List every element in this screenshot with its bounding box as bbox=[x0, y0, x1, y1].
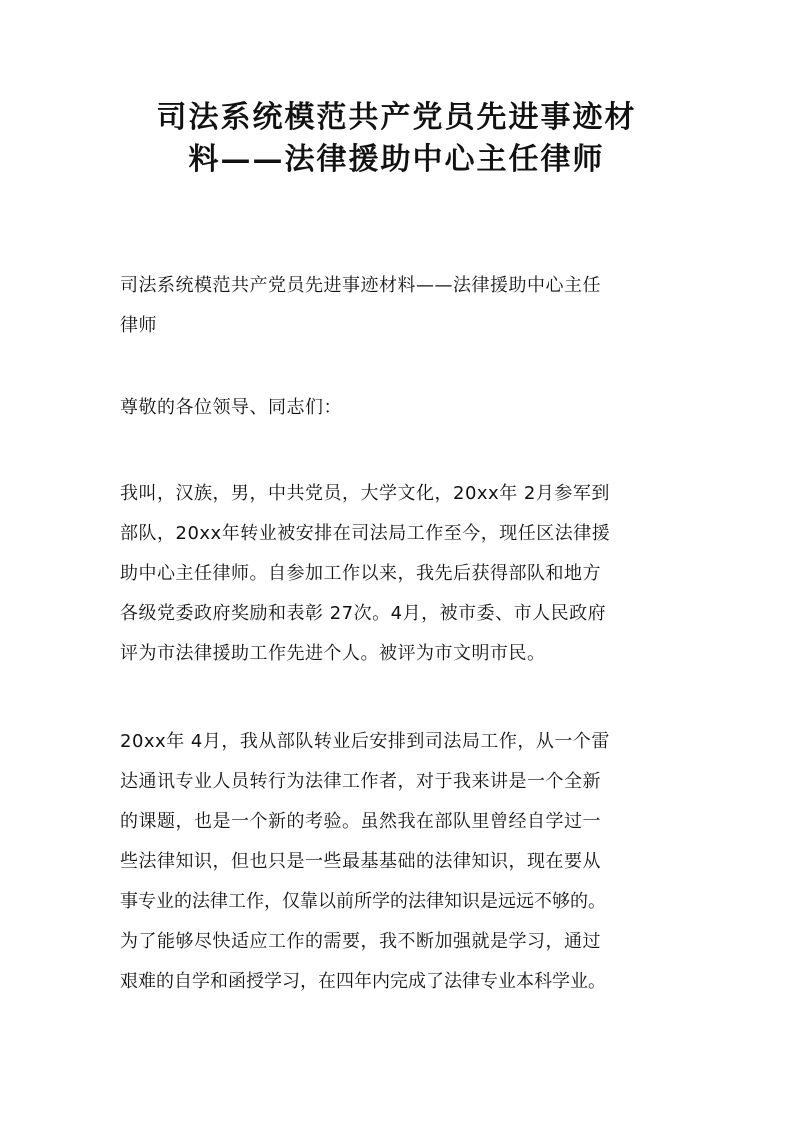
paragraph-line: 事专业的法律工作，仅靠以前所学的法律知识是远远不够的。 bbox=[120, 891, 606, 912]
paragraph-line: 助中心主任律师。自参加工作以来，我先后获得部队和地方 bbox=[120, 563, 601, 584]
paragraph-line: 达通讯专业人员转行为法律工作者，对于我来讲是一个全新 bbox=[120, 771, 601, 792]
paragraph-line: 律师 bbox=[120, 315, 157, 336]
paragraph-line: 各级党委政府奖励和表彰 27次。4月，被市委、市人民政府 bbox=[120, 603, 607, 624]
paragraph-line: 尊敬的各位领导、同志们： bbox=[120, 397, 342, 418]
paragraph-line: 为了能够尽快适应工作的需要，我不断加强就是学习，通过 bbox=[120, 931, 601, 952]
career-paragraph bbox=[120, 722, 700, 1002]
paragraph-line: 部队，20xx年转业被安排在司法局工作至今，现任区法律援 bbox=[120, 523, 611, 544]
paragraph-line: 我叫，汉族，男，中共党员，大学文化，20xx年 2月参军到 bbox=[120, 483, 610, 504]
document-title-line-2: 料——法律援助中心主任律师 bbox=[188, 142, 605, 177]
paragraph-line: 司法系统模范共产党员先进事迹材料——法律援助中心主任 bbox=[120, 275, 601, 296]
paragraph-line: 些法律知识，但也只是一些最基基础的法律知识，现在要从 bbox=[120, 851, 601, 872]
paragraph-line: 评为市法律援助工作先进个人。被评为市文明市民。 bbox=[120, 643, 546, 664]
paragraph-line: 艰难的自学和函授学习，在四年内完成了法律专业本科学业。 bbox=[120, 971, 606, 992]
document-title-line-1: 司法系统模范共产党员先进事迹材 bbox=[156, 100, 637, 135]
salutation-paragraph bbox=[120, 388, 700, 428]
subtitle-paragraph bbox=[120, 266, 700, 346]
intro-paragraph bbox=[120, 474, 700, 674]
paragraph-line: 20xx年 4月，我从部队转业后安排到司法局工作，从一个雷 bbox=[120, 731, 610, 752]
paragraph-line: 的课题，也是一个新的考验。虽然我在部队里曾经自学过一 bbox=[120, 811, 601, 832]
